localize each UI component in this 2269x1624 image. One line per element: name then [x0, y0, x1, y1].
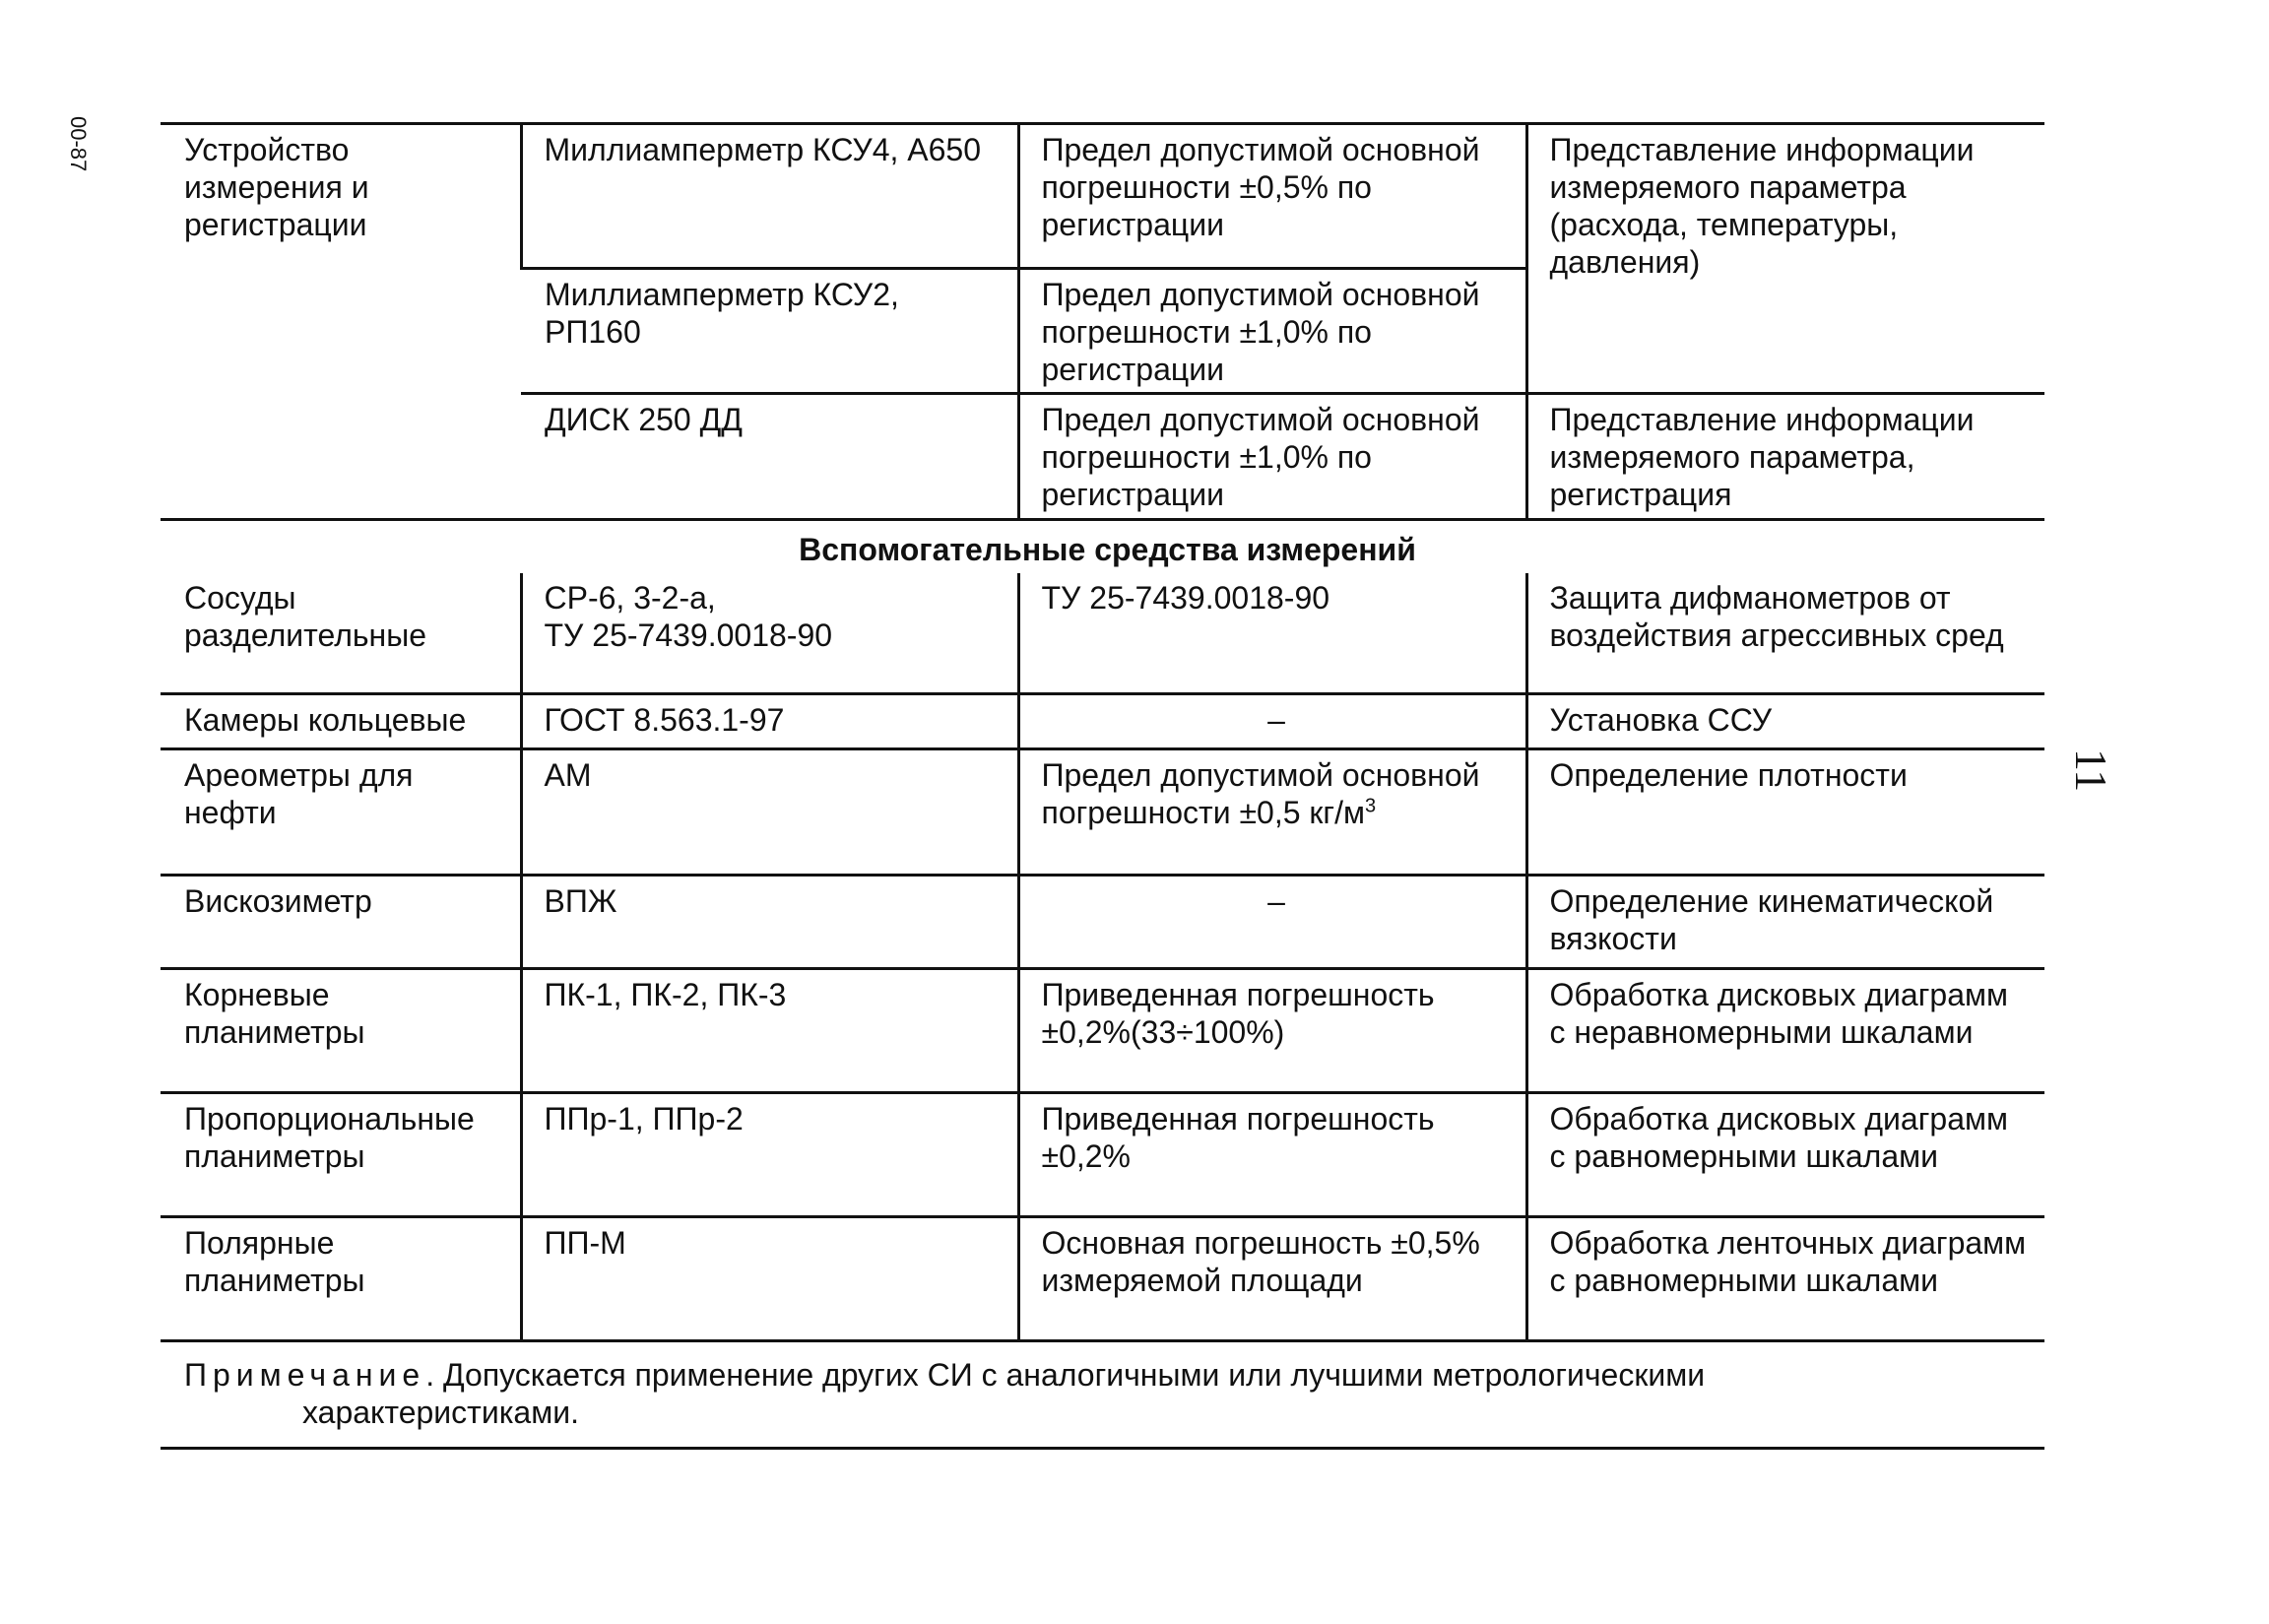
aux-name-cell: Вискозиметр — [161, 876, 521, 969]
aux-accuracy-cell — [1018, 749, 1526, 876]
aux-accuracy-cell: Приведенная погрешность ±0,2%(33÷100%) — [1018, 969, 1526, 1093]
table-row — [161, 749, 2044, 876]
note-text-continued: характеристиками. — [302, 1395, 579, 1430]
aux-name-cell: Корневые планиметры — [161, 969, 521, 1093]
aux-name-cell: Сосуды разделительные — [161, 573, 521, 694]
aux-accuracy-cell: Приведенная погрешность ±0,2% — [1018, 1093, 1526, 1217]
aux-name-cell: Пропорциональные планиметры — [161, 1093, 521, 1217]
aux-name-cell: Камеры кольцевые — [161, 694, 521, 749]
device-type-cell: Миллиамперметр КСУ2, РП160 — [521, 269, 1018, 394]
aux-purpose-cell: Определение кинематической вязкости — [1526, 876, 2044, 969]
table-row — [161, 694, 2044, 749]
note-text: . Допускается применение других СИ с аналогичными или лучшими метрологическими — [425, 1357, 1706, 1393]
table-row — [161, 124, 2044, 269]
side-code: 00-87 — [66, 116, 91, 172]
superscript-exponent: 3 — [1364, 795, 1377, 817]
aux-purpose-cell: Обработка дисковых диаграмм с равномерными шкалами — [1526, 1093, 2044, 1217]
aux-type-line: ТУ 25-7439.0018-90 — [544, 617, 833, 653]
aux-name-cell: Полярные планиметры — [161, 1217, 521, 1341]
aux-type-cell: ППр-1, ППр-2 — [521, 1093, 1018, 1217]
aux-type-cell: ПК-1, ПК-2, ПК-3 — [521, 969, 1018, 1093]
aux-accuracy-cell: Основная погрешность ±0,5% измеряемой площади — [1018, 1217, 1526, 1341]
table-row — [161, 573, 2044, 694]
aux-type-cell: ВПЖ — [521, 876, 1018, 969]
device-purpose-cell: Представление информации измеряемого параметра, регистрация — [1526, 394, 2044, 520]
aux-purpose-cell: Обработка дисковых диаграмм с неравномерными шкалами — [1526, 969, 2044, 1093]
table-row — [161, 969, 2044, 1093]
table-row — [161, 876, 2044, 969]
aux-type-line: СР-6, 3-2-а, — [544, 579, 716, 616]
aux-purpose-cell: Определение плотности — [1526, 749, 2044, 876]
device-type-cell: ДИСК 250 ДД — [521, 394, 1018, 520]
instruments-table — [161, 122, 2044, 1450]
table-row — [161, 1093, 2044, 1217]
aux-accuracy-cell: – — [1018, 876, 1526, 969]
aux-type-cell: АМ — [521, 749, 1018, 876]
device-accuracy-cell: Предел допустимой основной погрешности ±1,0% по регистрации — [1018, 394, 1526, 520]
aux-accuracy-cell: – — [1018, 694, 1526, 749]
aux-purpose-cell: Обработка ленточных диаграмм с равномерными шкалами — [1526, 1217, 2044, 1341]
aux-accuracy-cell: ТУ 25-7439.0018-90 — [1018, 573, 1526, 694]
section-row — [161, 520, 2044, 573]
aux-accuracy-text: Предел допустимой основной погрешности ±0,5 кг/м — [1041, 757, 1480, 830]
note-label: Примечание — [184, 1357, 426, 1393]
device-accuracy-cell: Предел допустимой основной погрешности ±1,0% по регистрации — [1018, 269, 1526, 394]
aux-type-cell: ПП-М — [521, 1217, 1018, 1341]
aux-type-cell: ГОСТ 8.563.1-97 — [521, 694, 1018, 749]
aux-purpose-cell: Защита дифманометров от воздействия агрессивных сред — [1526, 573, 2044, 694]
device-type-cell: Миллиамперметр КСУ4, А650 — [521, 124, 1018, 269]
aux-type-cell — [521, 573, 1018, 694]
page-number: 11 — [2066, 748, 2116, 793]
section-title: Вспомогательные средства измерений — [799, 532, 1416, 567]
aux-purpose-cell: Установка ССУ — [1526, 694, 2044, 749]
device-name-cell: Устройство измерения и регистрации — [161, 124, 521, 520]
device-purpose-cell: Представление информации измеряемого параметра (расхода, температуры, давления) — [1526, 124, 2044, 394]
note-cell — [161, 1341, 2044, 1449]
note-row — [161, 1341, 2044, 1449]
aux-name-cell: Ареометры для нефти — [161, 749, 521, 876]
device-accuracy-cell: Предел допустимой основной погрешности ±0,5% по регистрации — [1018, 124, 1526, 269]
table-row — [161, 1217, 2044, 1341]
